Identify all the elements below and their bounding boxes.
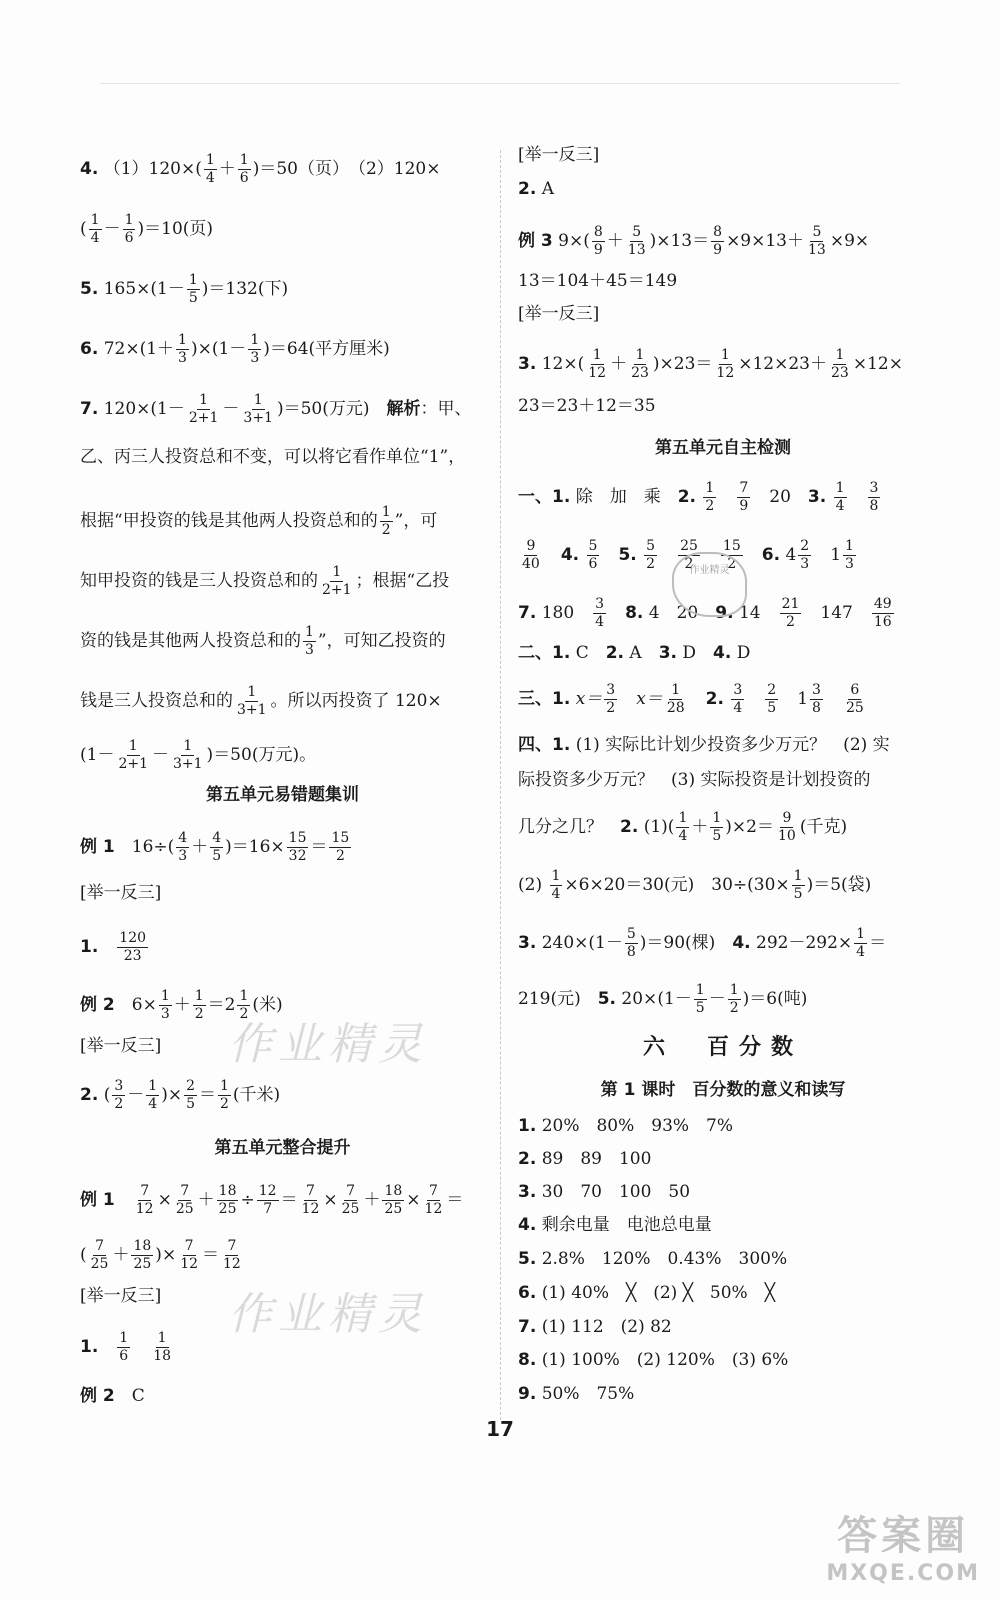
section-heading: 第五单元易错题集训 [206, 785, 359, 805]
answer-line: 7. (1) 112 (2) 82 [518, 1317, 672, 1337]
answer-line: 际投资多少万元？ (3) 实际投资是计划投资的 [518, 770, 871, 790]
lesson-heading: 第 1 课时 百分数的意义和读写 [600, 1080, 846, 1100]
answer-line: 2. 89 89 100 [518, 1149, 652, 1169]
watermark: 作业精灵 [228, 1019, 428, 1070]
answer-line: 4. 剩余电量 电池总电量 [518, 1215, 712, 1235]
stamp: 作业精灵 [672, 552, 747, 617]
answer-line: 3. 12×( $\frac{1}{12}$ ＋ $\frac{1}{23}$ )×23＝ $\frac{1}{12}$ ×12×23＋ $\frac{1}{23}$ ×12× [518, 347, 903, 381]
bracket-label: [举一反三] [80, 883, 162, 903]
section-heading: 第五单元整合提升 [214, 1138, 351, 1158]
answer-line: 1. $\frac{1}{6}$ $\frac{1}{18}$ [80, 1330, 172, 1364]
answer-line: 1. 20% 80% 93% 7% [518, 1116, 734, 1136]
answer-line: 3. 30 70 100 50 [518, 1182, 691, 1202]
watermark: 作业精灵 [228, 1289, 428, 1340]
site-logo [826, 1504, 980, 1586]
example-line: 例 2 C [80, 1386, 145, 1406]
answer-line: 5. 165×(1－ $\frac{1}{5}$ )＝132(下) [80, 272, 289, 306]
answer-line: 23＝23＋12＝35 [518, 396, 656, 416]
analysis-line: (1－ $\frac{1}{2+1}$ － $\frac{1}{3+1}$ )＝50(万元)。 [80, 738, 317, 772]
example-line: ( $\frac{7}{25}$ ＋ $\frac{18}{25}$ )× $\frac{7}{12}$ ＝ $\frac{7}{12}$ [80, 1238, 241, 1272]
section-heading: 第五单元自主检测 [655, 438, 791, 458]
analysis-line: 乙、丙三人投资总和不变，可以将它看作单位“1”， [80, 447, 466, 467]
chapter-heading: 六 百分数 [642, 1035, 803, 1060]
answer-line: 二、1. C 2. A 3. D 4. D [518, 643, 751, 663]
analysis-line: 知甲投资的钱是三人投资总和的 $\frac{1}{2+1}$ ；根据“乙投 [80, 564, 450, 598]
answer-line: 1. $\frac{120}{23}$ [80, 930, 147, 964]
answer-line: 6. 72×(1＋ $\frac{1}{3}$ )×(1－ $\frac{1}{3}$ )＝64(平方厘米) [80, 332, 390, 366]
answer-line: 4. （1）120×( $\frac{1}{4}$ ＋ $\frac{1}{6}$ )＝50（页） （2）120× [80, 152, 441, 186]
column-divider [500, 150, 501, 1420]
answer-line: 四、1. (1) 实际比计划少投资多少万元？ (2) 实 [518, 735, 890, 755]
example-line: 例 1 $\frac{7}{12}$ × $\frac{7}{25}$ ＋ $\frac{18}{25}$ ÷ $\frac{12}{7}$ ＝ $\frac{7}{12}$ × $\frac{7}{25}$ ＋ $\frac{18}{25}$ × $\frac{7}{12}$ ＝ [80, 1183, 464, 1217]
example-line: 13＝104＋45＝149 [518, 271, 678, 291]
answer-line: 6. (1) 40% ╳ (2) ╳ 50% ╳ [518, 1283, 775, 1303]
example-line: 例 2 6× $\frac{1}{3}$ ＋ $\frac{1}{2}$ ＝2 $\frac{1}{2}$ (米) [80, 988, 283, 1022]
answer-line: $\frac{9}{40}$ 4. $\frac{5}{6}$ 5. $\frac{5}{2}$ $\frac{25}{2}$ $\frac{15}{2}$ 6. 4 $\frac{2}{3}$ 1 $\frac{1}{3}$ [522, 538, 854, 572]
page-number: 17 [486, 1417, 514, 1441]
analysis-line: 资的钱是其他两人投资总和的 $\frac{1}{3}$ ”，可知乙投资的 [80, 624, 446, 658]
answer-line: 9. 50% 75% [518, 1384, 635, 1404]
top-rule [100, 83, 900, 84]
example-line: 例 1 16÷( $\frac{4}{3}$ ＋ $\frac{4}{5}$ )＝16× $\frac{15}{32}$ ＝ $\frac{15}{2}$ [80, 830, 350, 864]
example-line: 例 3 9×( $\frac{8}{9}$ ＋ $\frac{5}{13}$ )×13＝ $\frac{8}{9}$ ×9×13＋ $\frac{5}{13}$ ×9× [518, 224, 870, 258]
bracket-label: [举一反三] [80, 1036, 162, 1056]
answer-line: 一、1. 除 加 乘 2. $\frac{1}{2}$ $\frac{7}{9}$ 20 3. $\frac{1}{4}$ $\frac{3}{8}$ [518, 480, 879, 514]
answer-line: 8. (1) 100% (2) 120% (3) 6% [518, 1350, 789, 1370]
analysis-line: 根据“甲投资的钱是其他两人投资总和的 $\frac{1}{2}$ ”，可 [80, 504, 438, 538]
answer-line: 219(元) 5. 20×(1－ $\frac{1}{5}$ － $\frac{1}{2}$ )＝6(吨) [518, 982, 808, 1016]
analysis-line: 钱是三人投资总和的 $\frac{1}{3+1}$ 。所以丙投资了 120× [80, 684, 442, 718]
logo-url: MXQE.COM [826, 1561, 980, 1586]
answer-line: 2. ( $\frac{3}{2}$ － $\frac{1}{4}$ )× $\frac{2}{5}$ ＝ $\frac{1}{2}$ (千米) [80, 1078, 281, 1112]
answer-line: 7. 180 $\frac{3}{4}$ 8. 4 20 9. 14 $\frac{21}{2}$ 147 $\frac{49}{16}$ [518, 596, 892, 630]
answer-line: 7. 120×(1－ $\frac{1}{2+1}$ － $\frac{1}{3+1}$ )＝50(万元) 解析：甲、 [80, 392, 472, 426]
answer-line: 2. A [518, 179, 554, 199]
bracket-label: [举一反三] [518, 304, 600, 324]
answer-line: 5. 2.8% 120% 0.43% 300% [518, 1249, 788, 1269]
bracket-label: [举一反三] [80, 1286, 162, 1306]
answer-line: 三、1. x＝ $\frac{3}{2}$ x＝ $\frac{1}{28}$ 2. $\frac{3}{4}$ $\frac{2}{5}$ 1 $\frac{3}{8}$ $\frac{6}{25}$ [518, 682, 864, 716]
answer-line: ( $\frac{1}{4}$ － $\frac{1}{6}$ )＝10(页) [80, 212, 214, 246]
logo-title: 答案圈 [837, 1513, 970, 1559]
answer-line: (2) $\frac{1}{4}$ ×6×20＝30(元) 30÷(30× $\frac{1}{5}$ )＝5(袋) [518, 868, 872, 902]
bracket-label: [举一反三] [518, 145, 600, 165]
answer-line: 几分之几？ 2. (1)( $\frac{1}{4}$ ＋ $\frac{1}{5}$ )×2＝ $\frac{9}{10}$ (千克) [518, 810, 848, 844]
answer-line: 3. 240×(1－ $\frac{5}{8}$ )＝90(棵) 4. 292－292× $\frac{1}{4}$ ＝ [518, 926, 887, 960]
